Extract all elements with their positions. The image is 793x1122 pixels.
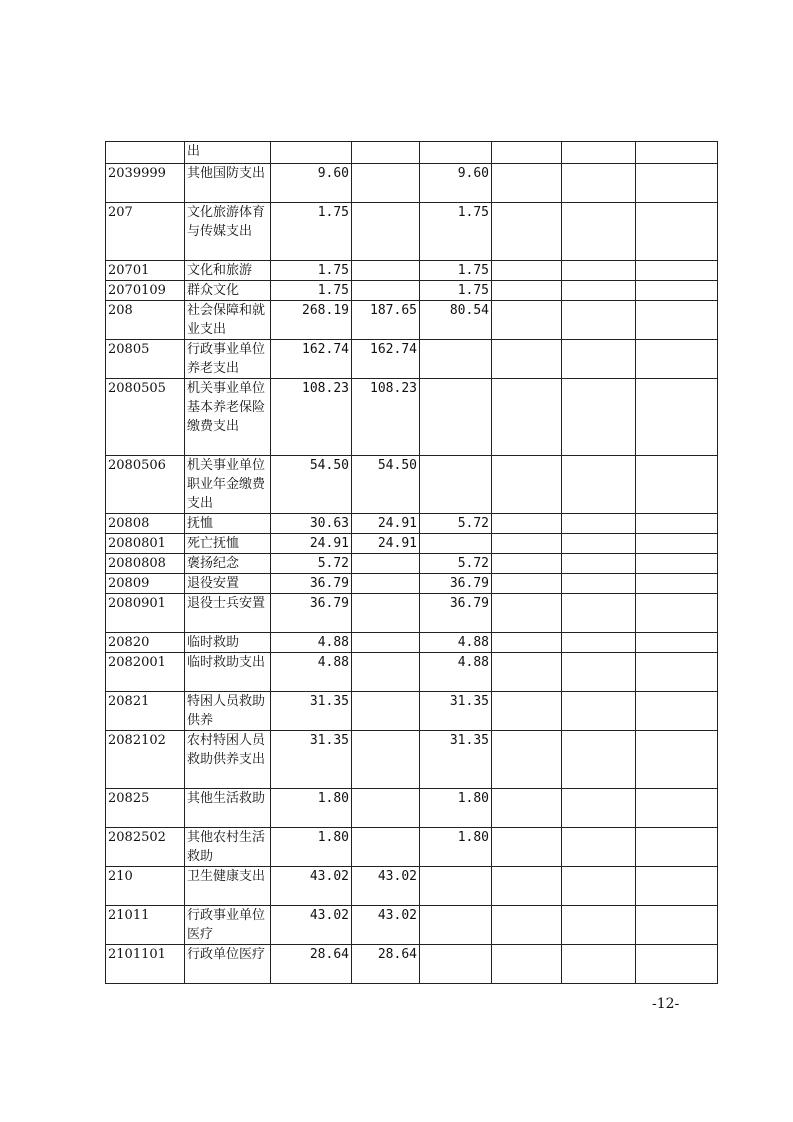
cell-basic: 108.23 xyxy=(352,379,420,456)
cell-c7 xyxy=(636,828,718,867)
cell-code: 20809 xyxy=(106,574,185,594)
cell-c5 xyxy=(492,906,562,945)
cell-c5 xyxy=(492,142,562,164)
cell-name: 机关事业单位基本养老保险缴费支出 xyxy=(185,379,271,456)
table-row xyxy=(106,828,718,867)
cell-name: 其他国防支出 xyxy=(185,164,271,203)
cell-total: 1.80 xyxy=(271,789,352,828)
cell-project xyxy=(420,906,492,945)
cell-total: 5.72 xyxy=(271,554,352,574)
cell-basic: 24.91 xyxy=(352,534,420,554)
cell-c6 xyxy=(562,731,636,789)
cell-c6 xyxy=(562,653,636,692)
cell-basic: 43.02 xyxy=(352,867,420,906)
cell-project: 4.88 xyxy=(420,653,492,692)
cell-project: 5.72 xyxy=(420,554,492,574)
cell-total: 162.74 xyxy=(271,340,352,379)
cell-c7 xyxy=(636,945,718,984)
cell-basic xyxy=(352,554,420,574)
cell-c6 xyxy=(562,261,636,281)
cell-name: 社会保障和就业支出 xyxy=(185,301,271,340)
cell-basic: 28.64 xyxy=(352,945,420,984)
cell-code: 208 xyxy=(106,301,185,340)
cell-total: 54.50 xyxy=(271,456,352,514)
cell-basic: 162.74 xyxy=(352,340,420,379)
cell-project xyxy=(420,867,492,906)
cell-basic xyxy=(352,142,420,164)
cell-total: 1.80 xyxy=(271,828,352,867)
cell-basic xyxy=(352,633,420,653)
cell-code: 2082001 xyxy=(106,653,185,692)
cell-c5 xyxy=(492,867,562,906)
cell-c7 xyxy=(636,456,718,514)
table-row xyxy=(106,142,718,164)
cell-project: 36.79 xyxy=(420,594,492,633)
cell-total: 28.64 xyxy=(271,945,352,984)
cell-basic: 43.02 xyxy=(352,906,420,945)
table-row xyxy=(106,164,718,203)
cell-c7 xyxy=(636,514,718,534)
cell-project: 31.35 xyxy=(420,731,492,789)
budget-table xyxy=(105,141,718,984)
cell-c5 xyxy=(492,379,562,456)
cell-name: 死亡抚恤 xyxy=(185,534,271,554)
cell-total: 1.75 xyxy=(271,203,352,261)
cell-total: 9.60 xyxy=(271,164,352,203)
cell-c5 xyxy=(492,456,562,514)
table-row xyxy=(106,261,718,281)
cell-c5 xyxy=(492,594,562,633)
cell-basic xyxy=(352,594,420,633)
cell-basic xyxy=(352,203,420,261)
cell-total: 268.19 xyxy=(271,301,352,340)
cell-total: 43.02 xyxy=(271,867,352,906)
cell-project xyxy=(420,534,492,554)
cell-name: 文化旅游体育与传媒支出 xyxy=(185,203,271,261)
cell-code: 20701 xyxy=(106,261,185,281)
cell-c6 xyxy=(562,789,636,828)
cell-name: 褒扬纪念 xyxy=(185,554,271,574)
cell-name: 文化和旅游 xyxy=(185,261,271,281)
cell-project: 1.80 xyxy=(420,789,492,828)
table-row xyxy=(106,789,718,828)
cell-code: 2080801 xyxy=(106,534,185,554)
cell-total: 4.88 xyxy=(271,633,352,653)
cell-c6 xyxy=(562,534,636,554)
cell-total: 36.79 xyxy=(271,574,352,594)
cell-c6 xyxy=(562,456,636,514)
cell-total: 1.75 xyxy=(271,281,352,301)
cell-project xyxy=(420,456,492,514)
cell-project xyxy=(420,945,492,984)
cell-code: 2070109 xyxy=(106,281,185,301)
cell-c5 xyxy=(492,945,562,984)
table-row xyxy=(106,867,718,906)
cell-total: 31.35 xyxy=(271,731,352,789)
cell-c5 xyxy=(492,789,562,828)
cell-code: 2082102 xyxy=(106,731,185,789)
cell-c7 xyxy=(636,142,718,164)
cell-c5 xyxy=(492,340,562,379)
cell-c5 xyxy=(492,203,562,261)
cell-code: 2082502 xyxy=(106,828,185,867)
cell-name: 群众文化 xyxy=(185,281,271,301)
cell-basic xyxy=(352,164,420,203)
cell-c7 xyxy=(636,867,718,906)
cell-c7 xyxy=(636,731,718,789)
cell-name: 临时救助支出 xyxy=(185,653,271,692)
cell-c7 xyxy=(636,594,718,633)
cell-c5 xyxy=(492,261,562,281)
cell-project: 1.80 xyxy=(420,828,492,867)
cell-basic xyxy=(352,828,420,867)
table-row xyxy=(106,594,718,633)
cell-c6 xyxy=(562,574,636,594)
cell-c5 xyxy=(492,281,562,301)
table-row xyxy=(106,534,718,554)
cell-project: 36.79 xyxy=(420,574,492,594)
cell-project xyxy=(420,379,492,456)
cell-basic xyxy=(352,789,420,828)
cell-c6 xyxy=(562,594,636,633)
cell-c6 xyxy=(562,281,636,301)
cell-basic: 24.91 xyxy=(352,514,420,534)
cell-name: 临时救助 xyxy=(185,633,271,653)
cell-total: 4.88 xyxy=(271,653,352,692)
cell-name: 出 xyxy=(185,142,271,164)
cell-total: 108.23 xyxy=(271,379,352,456)
cell-project: 1.75 xyxy=(420,261,492,281)
cell-c5 xyxy=(492,554,562,574)
cell-c7 xyxy=(636,281,718,301)
cell-project xyxy=(420,142,492,164)
cell-code: 2080901 xyxy=(106,594,185,633)
table-row xyxy=(106,340,718,379)
cell-c6 xyxy=(562,514,636,534)
cell-code: 20821 xyxy=(106,692,185,731)
cell-c6 xyxy=(562,340,636,379)
cell-c5 xyxy=(492,164,562,203)
cell-code: 20808 xyxy=(106,514,185,534)
cell-code: 21011 xyxy=(106,906,185,945)
cell-name: 卫生健康支出 xyxy=(185,867,271,906)
cell-code: 20820 xyxy=(106,633,185,653)
cell-c7 xyxy=(636,554,718,574)
cell-c5 xyxy=(492,692,562,731)
cell-c7 xyxy=(636,906,718,945)
cell-code: 2101101 xyxy=(106,945,185,984)
cell-c6 xyxy=(562,203,636,261)
table-row xyxy=(106,379,718,456)
cell-c7 xyxy=(636,301,718,340)
cell-code xyxy=(106,142,185,164)
cell-c7 xyxy=(636,789,718,828)
cell-basic xyxy=(352,692,420,731)
cell-c6 xyxy=(562,554,636,574)
cell-project: 31.35 xyxy=(420,692,492,731)
cell-code: 2080506 xyxy=(106,456,185,514)
cell-c7 xyxy=(636,164,718,203)
cell-c5 xyxy=(492,301,562,340)
cell-name: 退役安置 xyxy=(185,574,271,594)
cell-basic xyxy=(352,731,420,789)
cell-total: 24.91 xyxy=(271,534,352,554)
cell-total: 31.35 xyxy=(271,692,352,731)
cell-code: 207 xyxy=(106,203,185,261)
table-row xyxy=(106,203,718,261)
cell-c7 xyxy=(636,692,718,731)
cell-code: 20805 xyxy=(106,340,185,379)
table-row xyxy=(106,906,718,945)
cell-basic: 54.50 xyxy=(352,456,420,514)
cell-c5 xyxy=(492,633,562,653)
cell-c6 xyxy=(562,142,636,164)
cell-c6 xyxy=(562,301,636,340)
cell-c5 xyxy=(492,514,562,534)
table-row xyxy=(106,514,718,534)
cell-code: 2039999 xyxy=(106,164,185,203)
cell-c6 xyxy=(562,945,636,984)
cell-total: 30.63 xyxy=(271,514,352,534)
cell-name: 特困人员救助供养 xyxy=(185,692,271,731)
cell-c7 xyxy=(636,340,718,379)
page-number: -12- xyxy=(652,996,680,1012)
cell-name: 抚恤 xyxy=(185,514,271,534)
table-row xyxy=(106,554,718,574)
cell-c6 xyxy=(562,828,636,867)
cell-code: 2080505 xyxy=(106,379,185,456)
table-row xyxy=(106,574,718,594)
table-row xyxy=(106,945,718,984)
table-row xyxy=(106,653,718,692)
cell-c6 xyxy=(562,379,636,456)
cell-c6 xyxy=(562,867,636,906)
cell-c7 xyxy=(636,653,718,692)
cell-project: 1.75 xyxy=(420,281,492,301)
cell-basic xyxy=(352,261,420,281)
cell-c7 xyxy=(636,203,718,261)
table-row xyxy=(106,692,718,731)
cell-name: 行政事业单位医疗 xyxy=(185,906,271,945)
cell-c7 xyxy=(636,379,718,456)
cell-c6 xyxy=(562,633,636,653)
cell-name: 行政单位医疗 xyxy=(185,945,271,984)
table-row xyxy=(106,281,718,301)
cell-c6 xyxy=(562,164,636,203)
cell-name: 退役士兵安置 xyxy=(185,594,271,633)
cell-name: 农村特困人员救助供养支出 xyxy=(185,731,271,789)
cell-basic: 187.65 xyxy=(352,301,420,340)
cell-project: 5.72 xyxy=(420,514,492,534)
cell-c5 xyxy=(492,653,562,692)
table-row xyxy=(106,731,718,789)
cell-c5 xyxy=(492,828,562,867)
cell-name: 其他生活救助 xyxy=(185,789,271,828)
table-row xyxy=(106,301,718,340)
cell-project: 4.88 xyxy=(420,633,492,653)
cell-c6 xyxy=(562,692,636,731)
cell-c7 xyxy=(636,534,718,554)
cell-total: 36.79 xyxy=(271,594,352,633)
cell-c7 xyxy=(636,633,718,653)
cell-c5 xyxy=(492,574,562,594)
cell-total xyxy=(271,142,352,164)
cell-name: 机关事业单位职业年金缴费支出 xyxy=(185,456,271,514)
cell-c5 xyxy=(492,534,562,554)
cell-code: 20825 xyxy=(106,789,185,828)
cell-name: 其他农村生活救助 xyxy=(185,828,271,867)
cell-project: 80.54 xyxy=(420,301,492,340)
cell-code: 210 xyxy=(106,867,185,906)
cell-c7 xyxy=(636,261,718,281)
cell-basic xyxy=(352,281,420,301)
table-row xyxy=(106,456,718,514)
cell-c6 xyxy=(562,906,636,945)
cell-c7 xyxy=(636,574,718,594)
cell-project: 9.60 xyxy=(420,164,492,203)
cell-total: 1.75 xyxy=(271,261,352,281)
cell-basic xyxy=(352,653,420,692)
table-row xyxy=(106,633,718,653)
cell-code: 2080808 xyxy=(106,554,185,574)
cell-c5 xyxy=(492,731,562,789)
cell-basic xyxy=(352,574,420,594)
cell-project: 1.75 xyxy=(420,203,492,261)
cell-name: 行政事业单位养老支出 xyxy=(185,340,271,379)
cell-total: 43.02 xyxy=(271,906,352,945)
cell-project xyxy=(420,340,492,379)
